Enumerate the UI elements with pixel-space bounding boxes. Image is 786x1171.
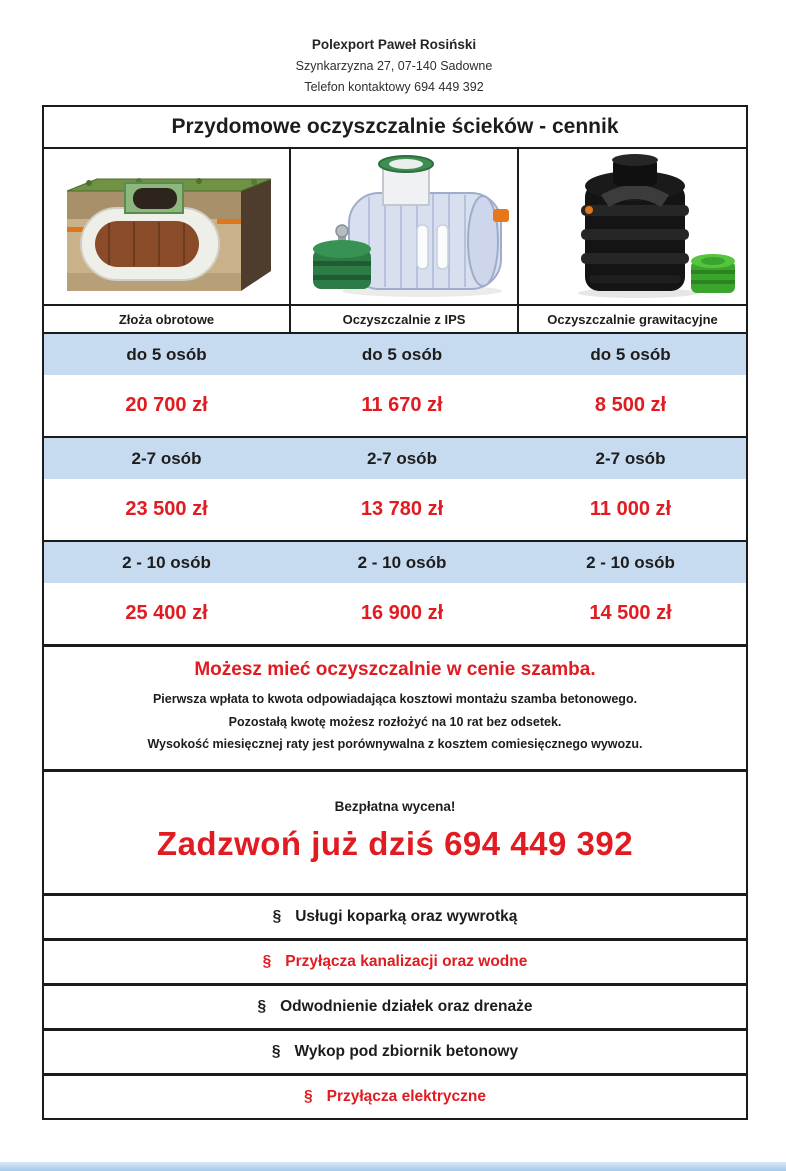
document-header bbox=[42, 34, 746, 98]
price-value: 13 780 zł bbox=[360, 498, 444, 520]
capacity-cell: do 5 osób bbox=[126, 344, 207, 364]
price-group-2-7-osob bbox=[44, 438, 746, 542]
promo-line-1: Pierwsza wpłata to kwota odpowiadająca kosztowi montażu szamba betonowego. bbox=[152, 692, 638, 706]
product-images-row bbox=[44, 149, 746, 306]
service-row-4 bbox=[44, 1076, 746, 1118]
service-row-1 bbox=[44, 941, 746, 986]
section-sign-icon: § bbox=[271, 1042, 281, 1060]
price-value: 11 000 zł bbox=[589, 498, 672, 520]
capacity-cell: 2 - 10 osób bbox=[122, 552, 211, 572]
capacity-cell: 2 - 10 osób bbox=[357, 552, 447, 572]
service-row-0 bbox=[44, 896, 746, 941]
price-value: 23 500 zł bbox=[125, 498, 208, 520]
service-label: Przyłącza kanalizacji oraz wodne bbox=[285, 952, 528, 970]
price-value: 14 500 zł bbox=[589, 602, 672, 624]
price-row bbox=[44, 375, 746, 436]
price-value: 16 900 zł bbox=[360, 602, 444, 624]
capacity-row bbox=[44, 334, 746, 375]
price-value: 25 400 zł bbox=[125, 602, 208, 624]
rotating-biological-bed-cutaway-image bbox=[49, 153, 284, 301]
price-group-do-5-osob bbox=[44, 334, 746, 438]
service-label: Przyłącza elektryczne bbox=[326, 1087, 487, 1105]
ips-translucent-tank-image bbox=[297, 153, 512, 301]
product-labels-row bbox=[44, 306, 746, 334]
product-image-cell-ips bbox=[289, 149, 517, 304]
price-value: 8 500 zł bbox=[594, 394, 667, 416]
capacity-row bbox=[44, 542, 746, 583]
capacity-cell: do 5 osób bbox=[361, 344, 443, 364]
capacity-cell: do 5 osób bbox=[590, 344, 671, 364]
price-table bbox=[42, 105, 748, 1120]
product-image-cell-grawitacyjne bbox=[517, 149, 746, 304]
price-row bbox=[44, 583, 746, 644]
gravity-black-tank-image bbox=[523, 153, 743, 301]
service-row-2 bbox=[44, 986, 746, 1031]
service-row-3 bbox=[44, 1031, 746, 1076]
price-value: 20 700 zł bbox=[125, 394, 208, 416]
section-sign-icon: § bbox=[262, 952, 272, 970]
capacity-cell: 2-7 osób bbox=[367, 448, 437, 468]
capacity-row bbox=[44, 438, 746, 479]
service-label: Usługi koparką oraz wywrotką bbox=[295, 907, 518, 925]
company-name: Polexport Paweł Rosiński bbox=[311, 37, 477, 52]
product-image-cell-zloza-obrotowe bbox=[44, 149, 289, 304]
product-label-zloza-obrotowe: Złoża obrotowe bbox=[118, 311, 215, 327]
section-sign-icon: § bbox=[257, 997, 267, 1015]
service-label: Wykop pod zbiornik betonowy bbox=[294, 1042, 519, 1060]
capacity-cell: 2-7 osób bbox=[131, 448, 202, 468]
price-row bbox=[44, 479, 746, 540]
price-group-2-10-osob bbox=[44, 542, 746, 647]
promo-section bbox=[44, 647, 746, 772]
page-bottom-blue-strip bbox=[0, 1162, 786, 1171]
page-title: Przydomowe oczyszczalnie ścieków - cennik bbox=[44, 107, 746, 149]
capacity-cell: 2 - 10 osób bbox=[586, 552, 675, 572]
call-to-action-section bbox=[44, 772, 746, 896]
promo-line-3: Wysokość miesięcznej raty jest porównywalna z kosztem comiesięcznego wywozu. bbox=[147, 737, 643, 751]
promo-line-2: Pozostałą kwotę możesz rozłożyć na 10 rat bez odsetek. bbox=[228, 714, 562, 729]
contact-phone-line: Telefon kontaktowy 694 449 392 bbox=[304, 79, 484, 94]
service-label: Odwodnienie działek oraz drenaże bbox=[280, 997, 533, 1015]
section-sign-icon: § bbox=[272, 907, 282, 925]
product-label-ips: Oczyszczalnie z IPS bbox=[289, 306, 517, 332]
call-now-headline: Zadzwoń już dziś 694 449 392 bbox=[156, 824, 634, 862]
product-label-grawitacyjne: Oczyszczalnie grawitacyjne bbox=[517, 306, 746, 332]
company-address: Szynkarzyzna 27, 07-140 Sadowne bbox=[295, 59, 493, 74]
section-sign-icon: § bbox=[303, 1087, 313, 1105]
free-quote-label: Bezpłatna wycena! bbox=[334, 798, 456, 814]
price-value: 11 670 zł bbox=[361, 394, 443, 416]
capacity-cell: 2-7 osób bbox=[595, 448, 666, 468]
promo-heading: Możesz mieć oczyszczalnie w cenie szamba. bbox=[194, 659, 596, 680]
